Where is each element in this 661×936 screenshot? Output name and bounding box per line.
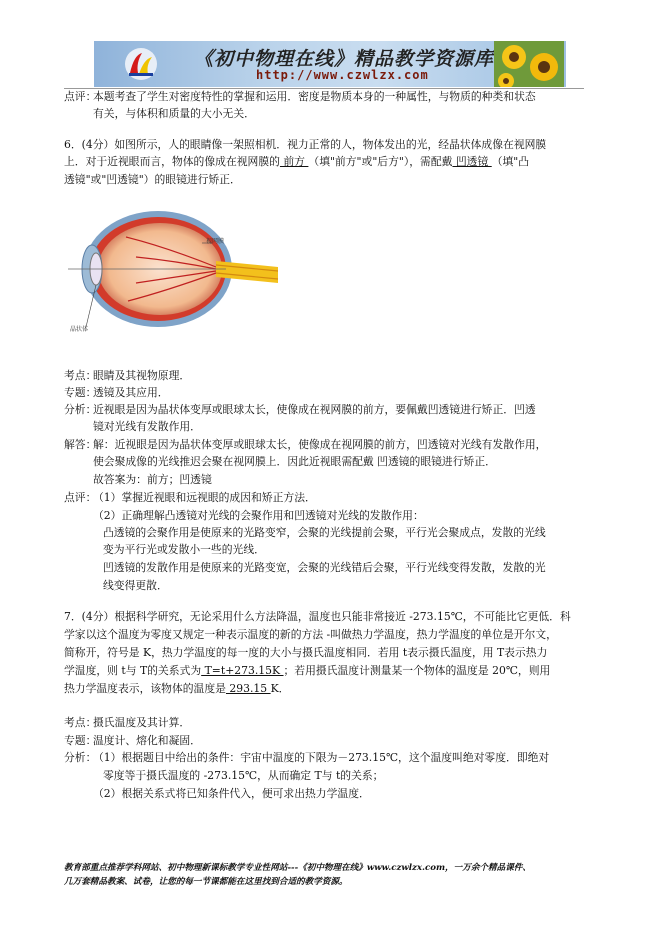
q6-question-line: 透镜"或"凹透镜"）的眼镜进行矫正． — [64, 173, 241, 186]
q7-question-line: 7．(4分）根据科学研究，无论采用什么方法降温，温度也只能非常接近 -273.15℃，不可能比它更低．科 — [64, 610, 571, 623]
footer-line: 教育部重点推荐学科网站、初中物理新课标教学专业性网站---《初中物理在线》www.czwlzx.com，一万余个精品课件、 — [64, 863, 531, 873]
retina-label: 视网膜 — [206, 238, 225, 245]
q6-jieda-label: 解答： — [64, 438, 97, 451]
q7-question-line: 学家以这个温度为零度又规定一种表示温度的新的方法 -叫做热力学温度，热力学温度的单位是开尔文， — [64, 628, 557, 641]
q7-kaodian-label: 考点： — [64, 716, 97, 729]
q6-answer-1: 前方 — [279, 155, 309, 168]
q7-fenxi-line: 零度等于摄氏温度的 -273.15℃，从而确定 T与 t的关系； — [103, 769, 384, 782]
q6-kaodian-label: 考点： — [64, 369, 97, 382]
q5-comment-line: 有关，与体积和质量的大小无关． — [93, 107, 255, 120]
q6-jieda-line: 故答案为：前方；凹透镜 — [93, 473, 212, 486]
q6-dianping-label: 点评： — [64, 491, 97, 504]
sunflower-icon — [494, 41, 564, 87]
footer-line: 几万套精品教案、试卷，让您的每一节课都能在这里找到合适的教学资源。 — [64, 877, 348, 887]
q6-jieda-line: 使会聚成像的光线推迟会聚在视网膜上．因此近视眼需配戴 凹透镜的眼镜进行矫正． — [93, 455, 496, 468]
q6-question-line: 6．(4分）如图所示，人的眼睛像一架照相机．视力正常的人，物体发出的光，经晶状体成像在视网膜 — [64, 138, 547, 151]
q6-dianping-line: 变为平行光或发散小一些的光线． — [103, 543, 265, 556]
q7-question-line: 学温度，则 t与 T的关系式为 T=t+273.15K ；若用摄氏温度计测量某一个物体的温度是 20℃，则用 — [64, 664, 551, 677]
q6-fenxi-line: 近视眼是因为晶状体变厚或眼球太长，使像成在视网膜的前方，要佩戴凹透镜进行矫正．凹透 — [93, 403, 536, 416]
q6-fenxi-line: 镜对光线有发散作用． — [93, 420, 201, 433]
q6-zhuanti: 透镜及其应用． — [93, 386, 169, 399]
q7-zhuanti-label: 专题： — [64, 734, 97, 747]
q7-fenxi-line: （1）根据题目中给出的条件：宇宙中温度的下限为－273.15℃，这个温度叫绝对零度．即绝对 — [93, 751, 550, 764]
q6-dianping-line: 凸透镜的会聚作用是使原来的光路变窄，会聚的光线提前会聚，平行光会聚成点，发散的光线 — [103, 526, 546, 539]
q6-dianping-line: 凹透镜的发散作用是使原来的光路变宽，会聚的光线错后会聚，平行光线变得发散，发散的光 — [103, 561, 546, 574]
q5-comment-line: 本题考查了学生对密度特性的掌握和运用．密度是物质本身的一种属性，与物质的种类和状态 — [93, 90, 536, 103]
q7-fenxi-line: （2）根据关系式将已知条件代入，便可求出热力学温度． — [93, 787, 370, 800]
q7-fenxi-label: 分析： — [64, 751, 97, 764]
q6-dianping-line: （1）掌握近视眼和远视眼的成因和矫正方法． — [93, 491, 316, 504]
q6-dianping-line: 线变得更散． — [103, 579, 168, 592]
lens-label: 晶状体 — [70, 326, 89, 333]
q6-jieda-line: 解：近视眼是因为晶状体变厚或眼球太长，使像成在视网膜的前方，凹透镜对光线有发散作用， — [93, 438, 547, 451]
eye-diagram — [66, 207, 286, 335]
header-banner — [94, 41, 566, 87]
q7-answer-2: 293.15 — [225, 682, 271, 695]
banner-title: 《初中物理在线》精品教学资源库 — [194, 48, 495, 70]
q6-zhuanti-label: 专题： — [64, 386, 97, 399]
q6-kaodian: 眼睛及其视物原理． — [93, 369, 191, 382]
q6-fenxi-label: 分析： — [64, 403, 97, 416]
q5-comment-label: 点评： — [64, 90, 97, 103]
banner-url: http://www.czwlzx.com — [256, 68, 429, 82]
q6-answer-2: 凹透镜 — [452, 155, 492, 168]
q6-question-line: 上．对于近视眼而言，物体的像成在视网膜的 前方 （填"前方"或"后方"），需配戴 凹透镜 （填"凸 — [64, 155, 530, 168]
q6-dianping-line: （2）正确理解凸透镜对光线的会聚作用和凹透镜对光线的发散作用： — [93, 509, 424, 522]
q7-question-line: 简称开，符号是 K，热力学温度的每一度的大小与摄氏温度相同．若用 t表示摄氏温度，用 T表示热力 — [64, 646, 548, 659]
site-logo-icon — [124, 47, 158, 81]
q7-answer-1: T=t+273.15K — [201, 664, 284, 677]
q7-question-line: 热力学温度表示，该物体的温度是 293.15 K． — [64, 682, 290, 695]
q7-kaodian: 摄氏温度及其计算． — [93, 716, 191, 729]
q7-zhuanti: 温度计、熔化和凝固． — [93, 734, 201, 747]
